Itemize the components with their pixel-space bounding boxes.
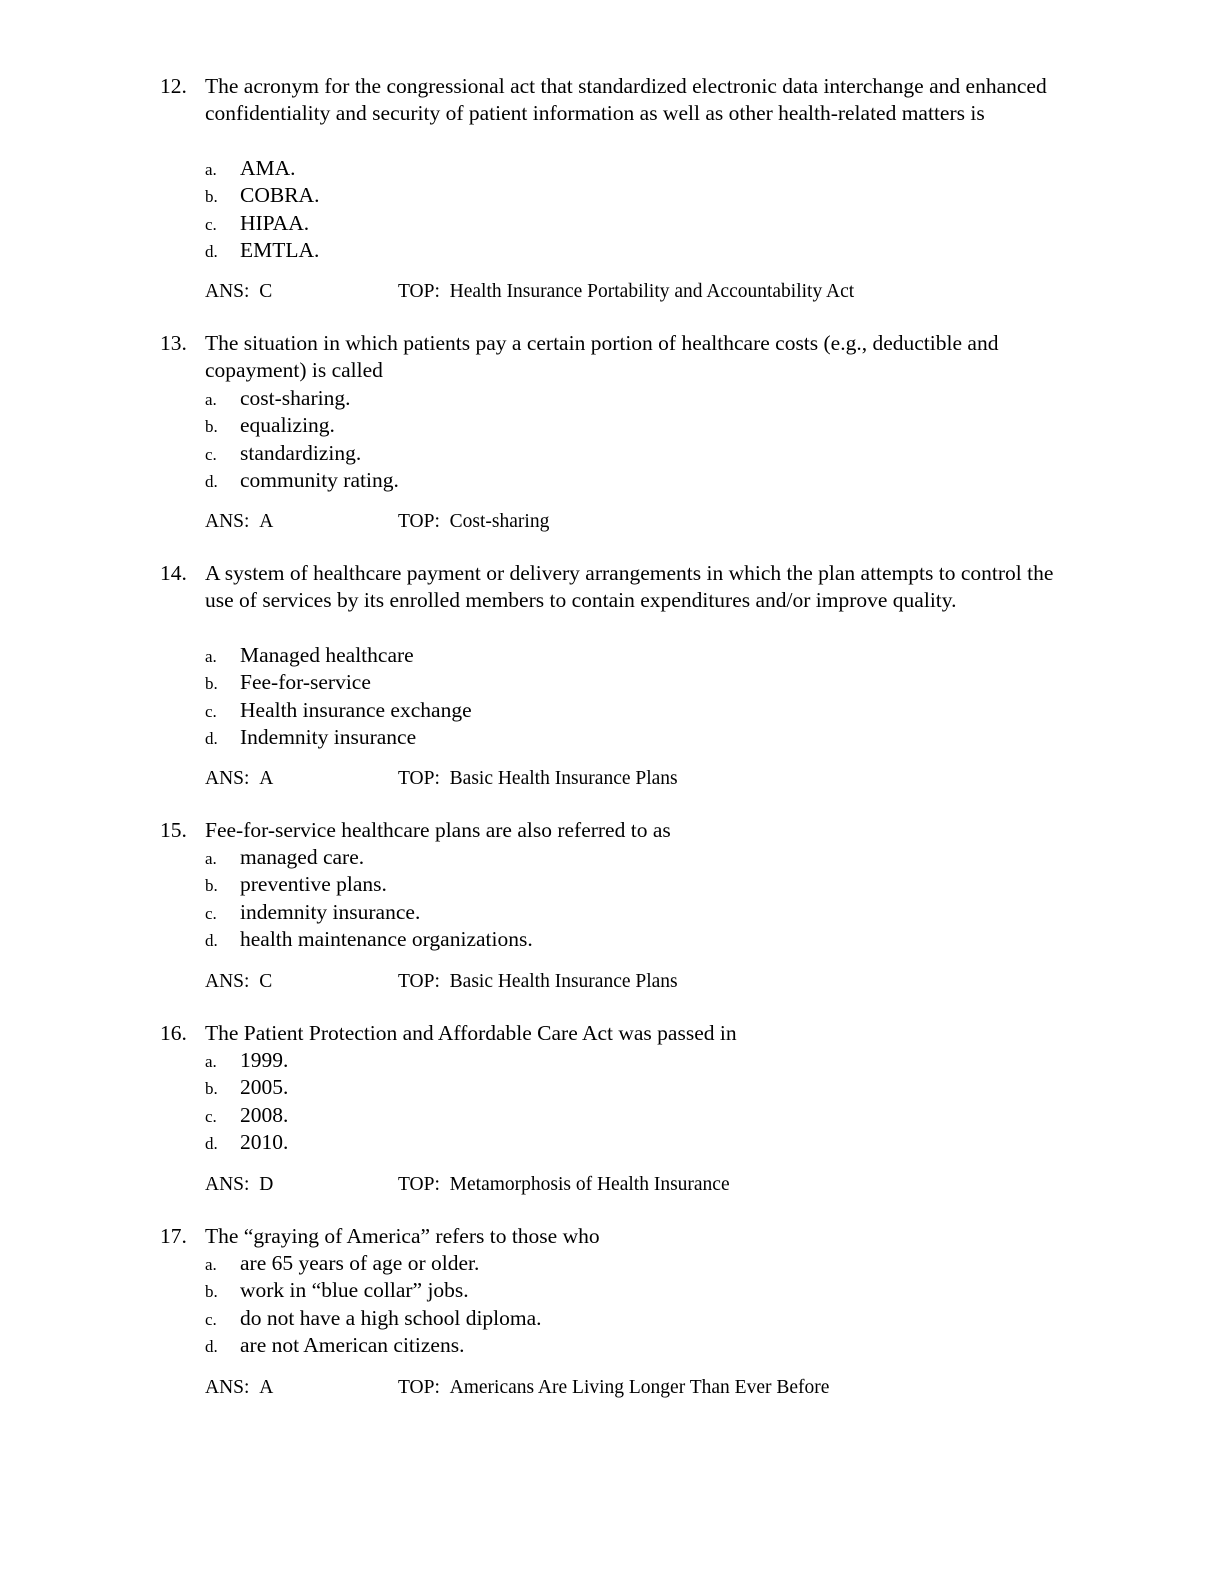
question-stem: A system of healthcare payment or delivery arrangements in which the plan attempts to control the use of services by its enrolled members to contain expenditures and/or improve quality. bbox=[205, 561, 1054, 613]
answer-value: C bbox=[259, 281, 273, 302]
topic-label: TOP: bbox=[398, 281, 440, 302]
choice-letter: c. bbox=[205, 214, 217, 234]
choice-text: Managed healthcare bbox=[240, 643, 414, 667]
topic-value: Metamorphosis of Health Insurance bbox=[449, 1174, 730, 1195]
choice-b bbox=[205, 1277, 1085, 1304]
choice-letter: d. bbox=[205, 1134, 218, 1154]
answer-label: ANS: bbox=[205, 511, 250, 532]
choice-letter: b. bbox=[205, 674, 218, 694]
topic-value: Health Insurance Portability and Accountability Act bbox=[449, 281, 855, 302]
topic bbox=[398, 970, 678, 994]
choice-text: 2008. bbox=[240, 1102, 289, 1127]
answer-row bbox=[205, 510, 1085, 534]
choice-c bbox=[205, 210, 1085, 237]
question-number: 15. bbox=[160, 818, 187, 842]
choice-letter: a. bbox=[205, 647, 217, 666]
question-stem: The situation in which patients pay a certain portion of healthcare costs (e.g., deductible and copayment) is called bbox=[205, 331, 999, 383]
choice-letter: d. bbox=[205, 242, 218, 262]
choice-letter: b. bbox=[205, 876, 218, 896]
topic bbox=[398, 1376, 829, 1400]
choice-letter: b. bbox=[205, 1079, 218, 1099]
topic-label: TOP: bbox=[398, 971, 440, 992]
choice-d bbox=[205, 1332, 1085, 1359]
topic-label: TOP: bbox=[398, 511, 440, 532]
answer bbox=[205, 1376, 273, 1400]
answer-label: ANS: bbox=[205, 768, 250, 789]
choice-text: indemnity insurance. bbox=[240, 899, 421, 924]
choice-text: COBRA. bbox=[240, 183, 320, 208]
choice-text: are not American citizens. bbox=[240, 1333, 465, 1358]
answer-row bbox=[205, 1173, 1085, 1197]
choice-a bbox=[205, 1047, 1085, 1074]
choice-text: managed care. bbox=[240, 845, 365, 869]
choice-text: equalizing. bbox=[240, 413, 335, 438]
choice-list bbox=[205, 1047, 1085, 1157]
choice-a bbox=[205, 1250, 1085, 1277]
choice-letter: d. bbox=[205, 931, 218, 951]
topic-value: Americans Are Living Longer Than Ever Before bbox=[449, 1377, 830, 1398]
question-number: 12. bbox=[160, 74, 187, 98]
question-stem: Fee-for-service healthcare plans are also referred to as bbox=[205, 818, 671, 842]
topic bbox=[398, 1173, 730, 1197]
choice-text: HIPAA. bbox=[240, 210, 310, 235]
choice-list bbox=[205, 385, 1085, 495]
topic bbox=[398, 510, 549, 534]
topic-label: TOP: bbox=[398, 768, 440, 789]
choice-c bbox=[205, 899, 1085, 926]
topic-value: Basic Health Insurance Plans bbox=[449, 768, 678, 789]
choice-text: community rating. bbox=[240, 468, 399, 493]
choice-text: standardizing. bbox=[240, 440, 362, 465]
choice-text: 2005. bbox=[240, 1075, 289, 1100]
answer-row bbox=[205, 767, 1085, 791]
choice-text: EMTLA. bbox=[240, 238, 320, 263]
question-number: 16. bbox=[160, 1021, 187, 1045]
question-stem: The Patient Protection and Affordable Care Act was passed in bbox=[205, 1021, 737, 1045]
choice-letter: b. bbox=[205, 187, 218, 207]
choice-letter: c. bbox=[205, 1106, 217, 1126]
choice-text: are 65 years of age or older. bbox=[240, 1251, 480, 1275]
choice-b bbox=[205, 669, 1085, 696]
question-stem: The “graying of America” refers to those who bbox=[205, 1224, 600, 1248]
answer-value: A bbox=[259, 1377, 274, 1398]
choice-b bbox=[205, 182, 1085, 209]
answer-label: ANS: bbox=[205, 281, 250, 302]
choice-text: preventive plans. bbox=[240, 872, 387, 897]
choice-text: work in “blue collar” jobs. bbox=[240, 1278, 469, 1303]
topic bbox=[398, 280, 854, 304]
answer-value: C bbox=[259, 971, 273, 992]
choice-text: 1999. bbox=[240, 1048, 289, 1072]
answer-row bbox=[205, 280, 1085, 304]
choice-text: cost-sharing. bbox=[240, 386, 351, 410]
choice-d bbox=[205, 724, 1085, 751]
choice-d bbox=[205, 926, 1085, 953]
choice-letter: c. bbox=[205, 1309, 217, 1329]
choice-text: 2010. bbox=[240, 1130, 289, 1155]
answer bbox=[205, 1173, 273, 1197]
choice-c bbox=[205, 1305, 1085, 1332]
choice-letter: a. bbox=[205, 1052, 217, 1071]
choice-c bbox=[205, 1102, 1085, 1129]
choice-d bbox=[205, 237, 1085, 264]
choice-text: Health insurance exchange bbox=[240, 697, 472, 722]
answer-label: ANS: bbox=[205, 971, 250, 992]
choice-letter: c. bbox=[205, 701, 217, 721]
topic-label: TOP: bbox=[398, 1377, 440, 1398]
topic-value: Basic Health Insurance Plans bbox=[449, 971, 678, 992]
choice-letter: a. bbox=[205, 390, 217, 409]
choice-letter: b. bbox=[205, 417, 218, 437]
choice-a bbox=[205, 385, 1085, 412]
choice-letter: c. bbox=[205, 903, 217, 923]
answer-value: A bbox=[259, 768, 274, 789]
choice-a bbox=[205, 155, 1085, 182]
choice-c bbox=[205, 440, 1085, 467]
choice-letter: c. bbox=[205, 444, 217, 464]
choice-d bbox=[205, 467, 1085, 494]
choice-list bbox=[205, 642, 1085, 752]
question-number: 14. bbox=[160, 561, 187, 585]
choice-letter: a. bbox=[205, 849, 217, 868]
answer-row bbox=[205, 970, 1085, 994]
choice-a bbox=[205, 844, 1085, 871]
choice-c bbox=[205, 697, 1085, 724]
choice-b bbox=[205, 871, 1085, 898]
choice-letter: a. bbox=[205, 160, 217, 179]
choice-b bbox=[205, 412, 1085, 439]
topic-value: Cost-sharing bbox=[449, 511, 550, 532]
choice-a bbox=[205, 642, 1085, 669]
answer-value: A bbox=[259, 511, 274, 532]
answer bbox=[205, 970, 272, 994]
answer-row bbox=[205, 1376, 1085, 1400]
choice-text: do not have a high school diploma. bbox=[240, 1305, 542, 1330]
question-stem: The acronym for the congressional act that standardized electronic data interchange and enhanced confidentiality and security of patient information as well as other health-related matters is bbox=[205, 74, 1047, 126]
choice-letter: d. bbox=[205, 472, 218, 492]
answer-value: D bbox=[259, 1174, 274, 1195]
choice-letter: d. bbox=[205, 1337, 218, 1357]
topic bbox=[398, 767, 678, 791]
choice-list bbox=[205, 844, 1085, 954]
choice-list bbox=[205, 1250, 1085, 1360]
choice-letter: d. bbox=[205, 729, 218, 749]
choice-d bbox=[205, 1129, 1085, 1156]
answer bbox=[205, 767, 273, 791]
choice-text: health maintenance organizations. bbox=[240, 927, 533, 952]
choice-text: Indemnity insurance bbox=[240, 725, 417, 750]
choice-letter: a. bbox=[205, 1255, 217, 1274]
choice-list bbox=[205, 155, 1085, 265]
answer-label: ANS: bbox=[205, 1174, 250, 1195]
question-number: 13. bbox=[160, 331, 187, 355]
question-number: 17. bbox=[160, 1224, 187, 1248]
choice-b bbox=[205, 1074, 1085, 1101]
choice-text: Fee-for-service bbox=[240, 670, 371, 695]
choice-text: AMA. bbox=[240, 156, 296, 180]
topic-label: TOP: bbox=[398, 1174, 440, 1195]
choice-letter: b. bbox=[205, 1282, 218, 1302]
answer-label: ANS: bbox=[205, 1377, 250, 1398]
answer bbox=[205, 510, 273, 534]
answer bbox=[205, 280, 272, 304]
